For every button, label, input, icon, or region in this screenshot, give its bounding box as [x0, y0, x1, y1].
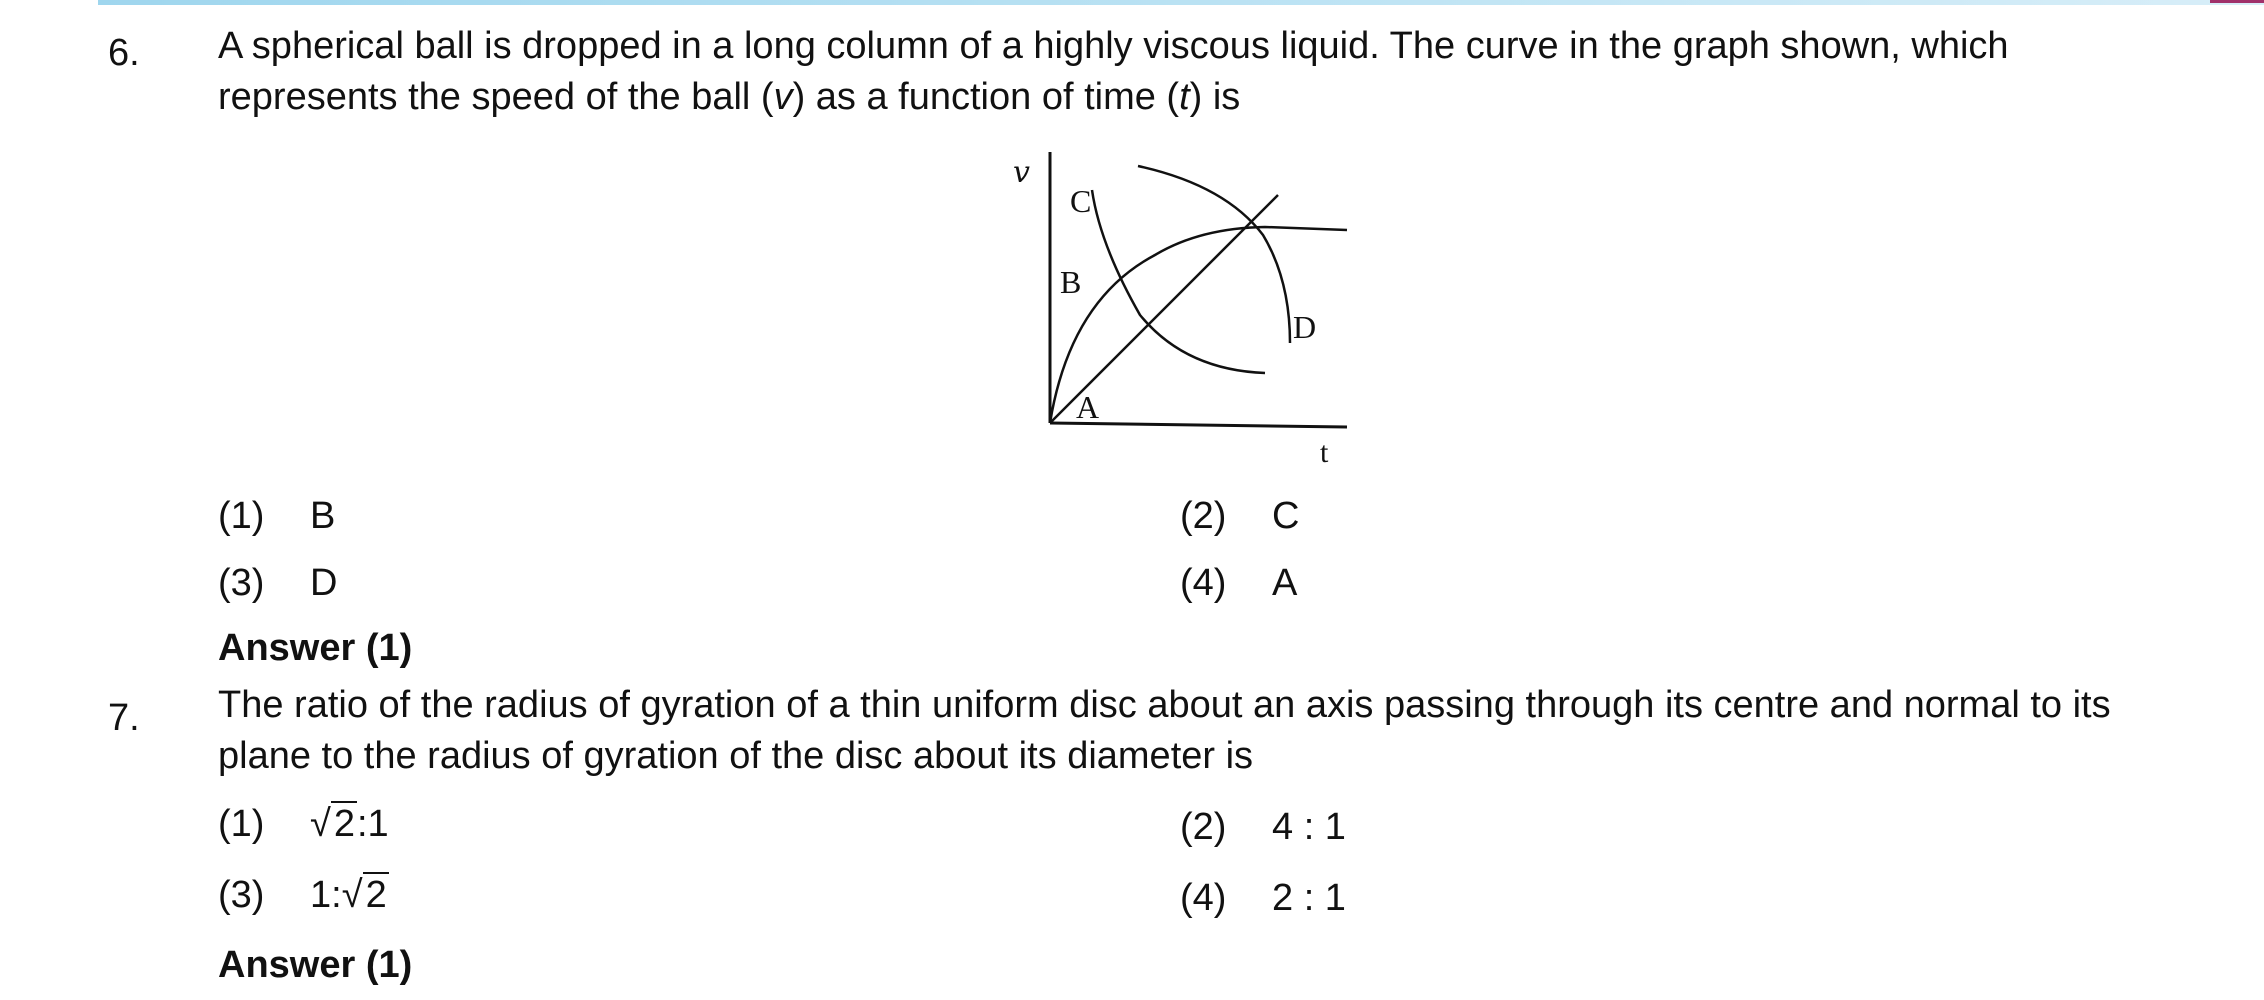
option-2[interactable] — [1180, 806, 1346, 849]
question-text — [218, 21, 2134, 123]
option-4[interactable] — [1180, 877, 1346, 920]
square-root — [342, 874, 389, 917]
option-prefix: 1: — [310, 874, 342, 916]
header-accent — [2210, 0, 2264, 3]
question-number: 6. — [108, 32, 140, 74]
radicand: 2 — [363, 872, 389, 916]
option-2[interactable] — [1180, 495, 1299, 538]
option-value: A — [1272, 562, 1298, 604]
question-text: The ratio of the radius of gyration of a thin uniform disc about an axis passing through its centre and normal to its plane to the radius of gyration of the disc about its diameter is — [218, 684, 2111, 777]
curve-c-label: C — [1070, 183, 1092, 219]
question-text-part: ) as a function of time ( — [792, 76, 1180, 118]
option-number: (2) — [1180, 495, 1227, 537]
option-suffix: :1 — [357, 803, 389, 845]
x-axis-label: t — [1320, 436, 1329, 469]
option-number: (4) — [1180, 562, 1227, 604]
curve-d — [1138, 166, 1290, 343]
answer-label: Answer (1) — [218, 627, 413, 669]
curve-b-label: B — [1060, 264, 1082, 300]
curve-d-label: D — [1293, 309, 1317, 345]
curve-a-label: A — [1076, 389, 1100, 425]
option-number: (1) — [218, 495, 265, 537]
option-value: C — [1272, 495, 1300, 537]
question-text-part: A spherical ball is dropped in a long column of a highly viscous liquid. The curve in the graph shown, which represents the speed of the ball ( — [218, 25, 2009, 118]
option-3[interactable] — [218, 562, 337, 605]
option-value: B — [310, 495, 336, 537]
option-number: (4) — [1180, 877, 1227, 919]
option-value: 2 : 1 — [1272, 877, 1346, 919]
y-axis-label: v — [1013, 155, 1030, 190]
radical-sign: √ — [341, 874, 363, 916]
question-number: 7. — [108, 697, 140, 739]
option-value: D — [310, 562, 338, 604]
option-4[interactable] — [1180, 562, 1297, 605]
option-value: 4 : 1 — [1272, 806, 1346, 848]
radicand: 2 — [331, 801, 357, 845]
header-stripe — [98, 0, 2264, 5]
velocity-time-graph — [995, 140, 1375, 480]
variable-t: t — [1179, 76, 1190, 118]
option-number: (3) — [218, 562, 265, 604]
option-3[interactable] — [218, 874, 389, 917]
radical-sign: √ — [310, 803, 331, 845]
question-text-part: ) is — [1189, 76, 1241, 118]
answer-label: Answer (1) — [218, 944, 413, 986]
option-1[interactable] — [218, 803, 389, 846]
square-root — [310, 803, 357, 846]
option-number: (2) — [1180, 806, 1227, 848]
option-1[interactable] — [218, 495, 335, 538]
option-number: (1) — [218, 803, 265, 845]
option-number: (3) — [218, 874, 265, 916]
variable-v: v — [773, 76, 793, 118]
